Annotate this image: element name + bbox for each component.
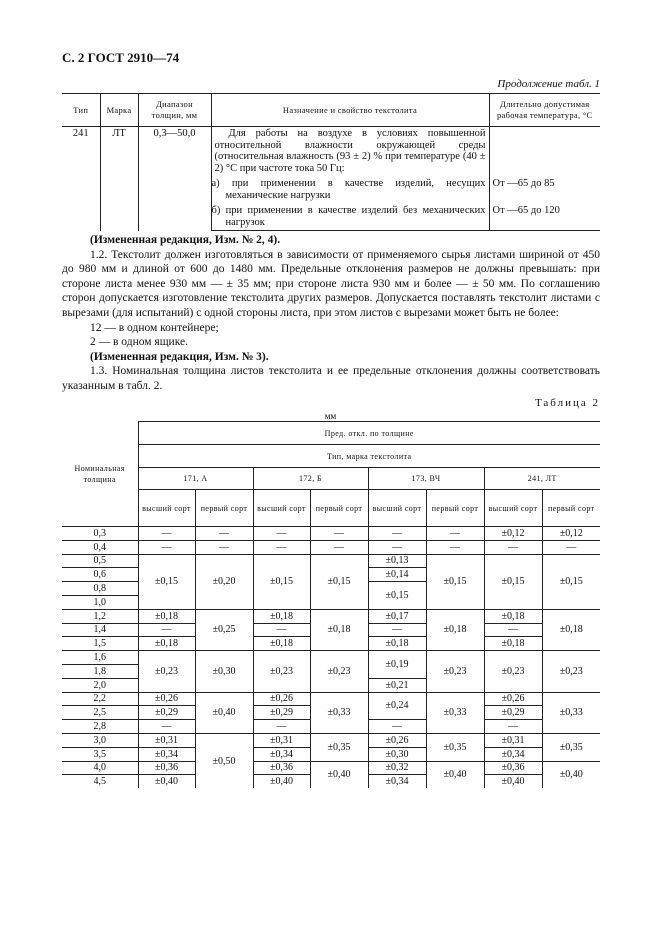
value-cell: ±0,18 — [310, 609, 368, 650]
table-continuation-label: Продолжение табл. 1 — [497, 78, 600, 90]
value-cell: — — [368, 527, 426, 541]
value-cell: ±0,26 — [138, 692, 195, 706]
cell-temp-a: От —65 до 85 — [489, 175, 600, 202]
header-purpose: Назначение и свойство текстолита — [211, 94, 489, 127]
value-cell: ±0,26 — [484, 692, 542, 706]
value-cell: ±0,29 — [484, 706, 542, 720]
value-cell: — — [138, 720, 195, 734]
header-first-grade: первый сорт — [310, 490, 368, 527]
value-cell: ±0,19 — [368, 651, 426, 679]
value-cell: ±0,15 — [426, 554, 484, 609]
value-cell: ±0,24 — [368, 692, 426, 720]
list-item: 2 — в одном ящике. — [90, 336, 188, 349]
header-grade: Марка — [100, 94, 138, 127]
value-cell: ±0,40 — [195, 692, 253, 733]
value-cell: ±0,36 — [253, 761, 310, 775]
value-cell: ±0,26 — [368, 733, 426, 747]
value-cell: ±0,20 — [195, 554, 253, 609]
value-cell: — — [253, 720, 310, 734]
thickness-cell: 1,4 — [62, 623, 138, 637]
value-cell: — — [368, 720, 426, 734]
thickness-cell: 4,5 — [62, 775, 138, 788]
value-cell: ±0,23 — [253, 651, 310, 692]
value-cell: ±0,23 — [138, 651, 195, 692]
value-cell: — — [542, 540, 600, 554]
value-cell: ±0,34 — [138, 747, 195, 761]
body-text — [62, 233, 600, 394]
value-cell: ±0,35 — [542, 733, 600, 761]
header-first-grade: первый сорт — [542, 490, 600, 527]
header-type-grade: Тип, марка текстолита — [138, 445, 600, 468]
value-cell: — — [484, 720, 542, 734]
cell-purpose: Для работы на воздухе в условиях повышенной относительной влажности окружающей среды (относительная влажность (93 ± 2) % при температуре (40 ± 2) °С при частоте тока 50 Гц: — [211, 127, 489, 176]
value-cell: — — [368, 540, 426, 554]
table-2 — [62, 421, 600, 788]
thickness-cell: 1,5 — [62, 637, 138, 651]
header-group-173: 173, ВЧ — [368, 468, 484, 490]
thickness-cell: 2,8 — [62, 720, 138, 734]
value-cell: ±0,26 — [253, 692, 310, 706]
value-cell: ±0,32 — [368, 761, 426, 775]
thickness-cell: 1,0 — [62, 595, 138, 609]
value-cell: ±0,31 — [253, 733, 310, 747]
value-cell: ±0,15 — [253, 554, 310, 609]
header-nominal-thickness: Номинальная толщина — [62, 422, 138, 527]
value-cell: — — [310, 527, 368, 541]
table-row — [62, 127, 600, 176]
units-label: мм — [324, 411, 337, 421]
table-row — [62, 540, 600, 554]
value-cell: — — [426, 540, 484, 554]
value-cell: — — [138, 527, 195, 541]
value-cell: ±0,23 — [484, 651, 542, 692]
value-cell: ±0,34 — [253, 747, 310, 761]
cell-temp-empty — [489, 127, 600, 176]
value-cell: ±0,31 — [138, 733, 195, 747]
value-cell: ±0,18 — [368, 637, 426, 651]
value-cell: ±0,31 — [484, 733, 542, 747]
value-cell: ±0,15 — [310, 554, 368, 609]
value-cell: — — [310, 540, 368, 554]
value-cell: — — [253, 540, 310, 554]
header-higher-grade: высший сорт — [138, 490, 195, 527]
value-cell: — — [195, 527, 253, 541]
thickness-cell: 0,6 — [62, 568, 138, 582]
value-cell: ±0,34 — [368, 775, 426, 788]
table-row — [62, 609, 600, 623]
thickness-cell: 2,5 — [62, 706, 138, 720]
thickness-cell: 0,5 — [62, 554, 138, 568]
cell-item-a: а) при применении в качестве изделий, несущих механические нагрузки — [211, 175, 489, 202]
value-cell: ±0,40 — [310, 761, 368, 788]
value-cell: ±0,40 — [138, 775, 195, 788]
thickness-cell: 3,0 — [62, 733, 138, 747]
page-header: С. 2 ГОСТ 2910—74 — [62, 50, 180, 65]
value-cell: ±0,33 — [310, 692, 368, 733]
value-cell: ±0,15 — [484, 554, 542, 609]
value-cell: ±0,17 — [368, 609, 426, 623]
table-1-continuation — [62, 93, 600, 231]
table-row — [62, 692, 600, 706]
value-cell: ±0,18 — [484, 637, 542, 651]
value-cell: ±0,15 — [368, 582, 426, 610]
cell-range: 0,3—50,0 — [138, 127, 211, 231]
header-temperature: Длительно допустимая рабочая температура, °С — [489, 94, 600, 127]
edition-note-2: (Измененная редакция, Изм. № 3). — [90, 350, 269, 363]
value-cell: ±0,30 — [195, 651, 253, 692]
value-cell: ±0,33 — [542, 692, 600, 733]
thickness-cell: 0,4 — [62, 540, 138, 554]
value-cell: ±0,50 — [195, 733, 253, 788]
thickness-cell: 1,2 — [62, 609, 138, 623]
value-cell: ±0,36 — [484, 761, 542, 775]
header-first-grade: первый сорт — [426, 490, 484, 527]
value-cell: ±0,40 — [253, 775, 310, 788]
table-row — [62, 554, 600, 568]
value-cell: ±0,23 — [310, 651, 368, 692]
paragraph-1-2: 1.2. Текстолит должен изготовляться в зависимости от применяемого сырья листами шириной от 450 до 980 мм и длиной от 600 до 1480 мм. Предельные отклонения размеров не должны превышать: при стороне листа менее 930 мм — ± 35 мм; при стороне листа 930 мм и более — ± 50 мм. По соглашению сторон допускается изготовление текстолита других размеров. Допускается поставлять текстолит листами с вырезами (для испытаний) с одной стороны листа, при этом листов с вырезами может быть не более: — [62, 248, 600, 319]
value-cell: ±0,14 — [368, 568, 426, 582]
value-cell: ±0,29 — [138, 706, 195, 720]
value-cell: ±0,18 — [542, 609, 600, 650]
value-cell: ±0,12 — [484, 527, 542, 541]
value-cell: — — [138, 623, 195, 637]
value-cell: ±0,40 — [484, 775, 542, 788]
value-cell: ±0,23 — [426, 651, 484, 692]
table-row — [62, 761, 600, 775]
header-first-grade: первый сорт — [195, 490, 253, 527]
list-item: 12 — в одном контейнере; — [90, 321, 219, 334]
cell-grade: ЛТ — [100, 127, 138, 231]
table-row — [62, 651, 600, 665]
value-cell: — — [253, 623, 310, 637]
value-cell: ±0,12 — [542, 527, 600, 541]
value-cell: ±0,18 — [138, 609, 195, 623]
header-higher-grade: высший сорт — [484, 490, 542, 527]
value-cell: ±0,13 — [368, 554, 426, 568]
value-cell: — — [138, 540, 195, 554]
value-cell: ±0,15 — [542, 554, 600, 609]
value-cell: ±0,18 — [138, 637, 195, 651]
value-cell: — — [426, 527, 484, 541]
paragraph-1-3: 1.3. Номинальная толщина листов текстолита и ее предельные отклонения должны соответствовать указанным в табл. 2. — [62, 365, 600, 392]
value-cell: ±0,21 — [368, 678, 426, 692]
header-deviation: Пред. откл. по толщине — [138, 422, 600, 445]
header-group-172: 172, Б — [253, 468, 368, 490]
thickness-cell: 0,8 — [62, 582, 138, 596]
header-group-241: 241, ЛТ — [484, 468, 600, 490]
edition-note-1: (Измененная редакция, Изм. № 2, 4). — [90, 234, 281, 246]
value-cell: ±0,29 — [253, 706, 310, 720]
cell-type: 241 — [62, 127, 100, 231]
value-cell: ±0,33 — [426, 692, 484, 733]
value-cell: — — [484, 623, 542, 637]
thickness-cell: 1,6 — [62, 651, 138, 665]
header-type: Тип — [62, 94, 100, 127]
header-group-171: 171, А — [138, 468, 253, 490]
header-higher-grade: высший сорт — [368, 490, 426, 527]
thickness-cell: 4,0 — [62, 761, 138, 775]
thickness-cell: 2,0 — [62, 678, 138, 692]
value-cell: ±0,18 — [426, 609, 484, 650]
value-cell: ±0,34 — [484, 747, 542, 761]
table-row — [62, 733, 600, 747]
table-2-label: Таблица 2 — [534, 397, 600, 409]
value-cell: ±0,18 — [484, 609, 542, 623]
value-cell: ±0,18 — [253, 609, 310, 623]
value-cell: ±0,23 — [542, 651, 600, 692]
value-cell: — — [484, 540, 542, 554]
value-cell: — — [253, 527, 310, 541]
value-cell: ±0,30 — [368, 747, 426, 761]
header-higher-grade: высший сорт — [253, 490, 310, 527]
thickness-cell: 1,8 — [62, 664, 138, 678]
thickness-cell: 2,2 — [62, 692, 138, 706]
cell-temp-b: От —65 до 120 — [489, 202, 600, 231]
value-cell: ±0,15 — [138, 554, 195, 609]
value-cell: ±0,35 — [426, 733, 484, 761]
value-cell: ±0,36 — [138, 761, 195, 775]
value-cell: ±0,18 — [253, 637, 310, 651]
value-cell: ±0,35 — [310, 733, 368, 761]
header-range: Диапазон толщин, мм — [138, 94, 211, 127]
value-cell: — — [368, 623, 426, 637]
cell-item-b: б) при применении в качестве изделий без механических нагрузок — [211, 202, 489, 231]
thickness-cell: 0,3 — [62, 527, 138, 541]
thickness-cell: 3,5 — [62, 747, 138, 761]
value-cell: ±0,25 — [195, 609, 253, 650]
table-row — [62, 527, 600, 541]
value-cell: ±0,40 — [426, 761, 484, 788]
value-cell: ±0,40 — [542, 761, 600, 788]
value-cell: — — [195, 540, 253, 554]
